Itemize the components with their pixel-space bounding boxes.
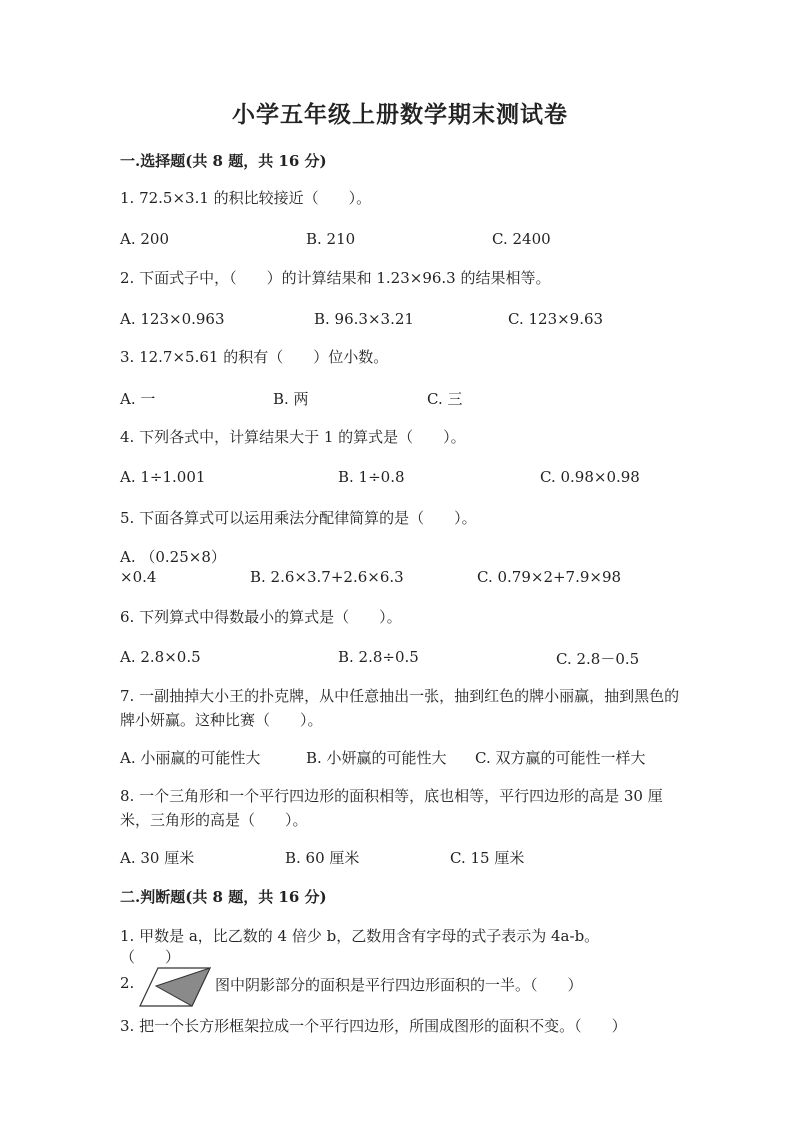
question-7-option-c: C. 双方赢的可能性一样大 (475, 749, 646, 767)
question-8-option-c: C. 15 厘米 (450, 849, 525, 867)
question-1-option-a: A. 200 (120, 230, 169, 248)
shaded-triangle (156, 968, 210, 1006)
question-6-text: 6. 下列算式中得数最小的算式是（ ）。 (120, 608, 402, 626)
question-3-option-b: B. 两 (273, 390, 309, 408)
question-1-text: 1. 72.5×3.1 的积比较接近（ ）。 (120, 189, 372, 207)
question-1-option-c: C. 2400 (492, 230, 551, 248)
question-5-option-a-continued: ×0.4 (120, 568, 157, 586)
question-4-option-c: C. 0.98×0.98 (540, 468, 640, 486)
question-7-option-a: A. 小丽赢的可能性大 (120, 749, 261, 767)
question-1-option-b: B. 210 (306, 230, 356, 248)
question-8-option-a: A. 30 厘米 (120, 849, 195, 867)
judgment-2-number: 2. (120, 974, 135, 992)
question-3-option-c: C. 三 (427, 390, 463, 408)
page-title: 小学五年级上册数学期末测试卷 (232, 101, 568, 128)
section-heading-judgment: 二.判断题(共 8 题，共 16 分) (120, 888, 327, 906)
question-7-text: 7. 一副抽掉大小王的扑克牌，从中任意抽出一张，抽到红色的牌小丽赢，抽到黑色的牌小妍赢。这种比赛（ ）。 (120, 687, 680, 729)
judgment-1-text: 1. 甲数是 a，比乙数的 4 倍少 b，乙数用含有字母的式子表示为 4a-b。 (120, 927, 600, 945)
question-2-option-a: A. 123×0.963 (120, 310, 225, 328)
question-8-text: 8. 一个三角形和一个平行四边形的面积相等，底也相等，平行四边形的高是 30 厘米，三角形的高是（ ）。 (120, 787, 663, 829)
question-5-text: 5. 下面各算式可以运用乘法分配律简算的是（ ）。 (120, 509, 477, 527)
question-3-text: 3. 12.7×5.61 的积有（ ）位小数。 (120, 348, 389, 366)
question-2-option-b: B. 96.3×3.21 (314, 310, 414, 328)
question-5-option-a: A. （0.25×8） (120, 548, 226, 566)
question-4-option-a: A. 1÷1.001 (120, 468, 206, 486)
question-8-option-b: B. 60 厘米 (285, 849, 360, 867)
question-2-text: 2. 下面式子中，（ ）的计算结果和 1.23×96.3 的结果相等。 (120, 269, 551, 287)
question-7-option-b: B. 小妍赢的可能性大 (306, 749, 447, 767)
question-6-option-c: C. 2.8－0.5 (556, 650, 640, 668)
question-5-option-b: B. 2.6×3.7+2.6×6.3 (250, 568, 404, 586)
judgment-3-text: 3. 把一个长方形框架拉成一个平行四边形，所围成图形的面积不变。（ ） (120, 1017, 627, 1035)
judgment-2-text: 图中阴影部分的面积是平行四边形面积的一半。（ ） (215, 976, 583, 994)
question-5-option-c: C. 0.79×2+7.9×98 (477, 568, 622, 586)
question-6-option-a: A. 2.8×0.5 (120, 648, 201, 666)
question-4-text: 4. 下列各式中，计算结果大于 1 的算式是（ ）。 (120, 428, 466, 446)
question-4-option-b: B. 1÷0.8 (338, 468, 405, 486)
question-6-option-b: B. 2.8÷0.5 (338, 648, 419, 666)
question-2-option-c: C. 123×9.63 (508, 310, 604, 328)
question-3-option-a: A. 一 (120, 390, 156, 408)
parallelogram-figure (138, 966, 212, 1008)
judgment-1-blank: （ ） (120, 948, 181, 966)
section-heading-choice: 一.选择题(共 8 题，共 16 分) (120, 152, 327, 170)
